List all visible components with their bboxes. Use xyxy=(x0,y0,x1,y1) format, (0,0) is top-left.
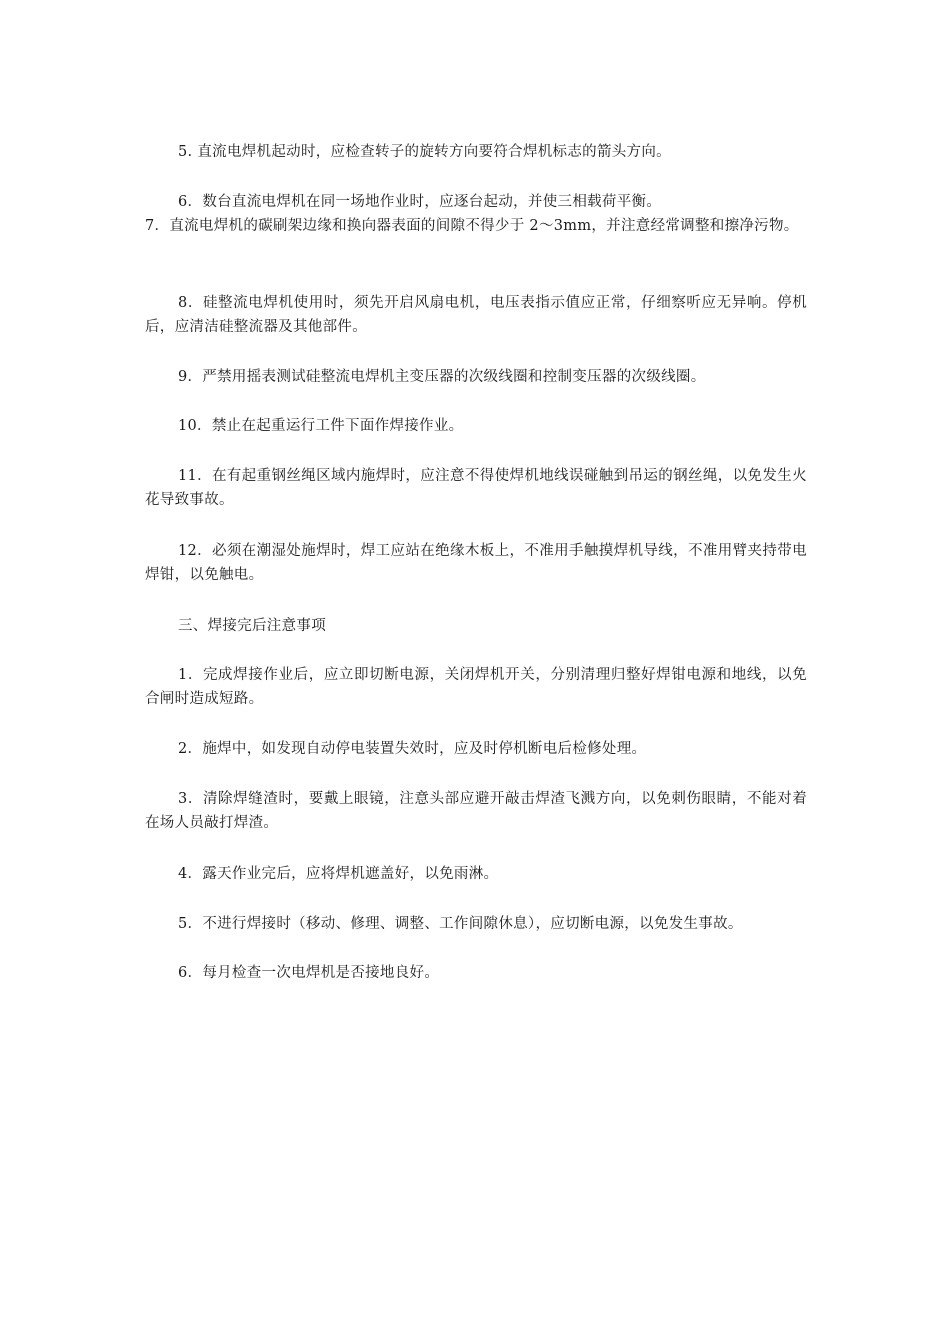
paragraph-cut-power-after-welding: 1．完成焊接作业后，应立即切断电源，关闭焊机开关，分别清理归整好焊钳电源和地线，以免合闸时造成短路。 xyxy=(145,667,807,707)
paragraph-carbon-brush-gap: 7．直流电焊机的碳刷架边缘和换向器表面的间隙不得少于 2～3mm，并注意经常调整和擦净污物。 xyxy=(145,218,799,234)
paragraph-auto-shutoff-failure: 2．施焊中，如发现自动停电装置失效时，应及时停机断电后检修处理。 xyxy=(178,741,647,757)
paragraph-dc-welder-start-direction: 5. 直流电焊机起动时，应检查转子的旋转方向要符合焊机标志的箭头方向。 xyxy=(178,144,671,160)
paragraph-multiple-welders-start: 6．数台直流电焊机在同一场地作业时，应逐台起动，并使三相载荷平衡。 xyxy=(178,194,662,210)
section-heading-after-welding: 三、焊接完后注意事项 xyxy=(178,618,326,634)
paragraph-wire-rope-area: 11．在有起重钢丝绳区域内施焊时，应注意不得使焊机地线误碰触到吊运的钢丝绳，以免发生火花导致事故。 xyxy=(145,468,807,508)
paragraph-no-welding-under-lifting: 10．禁止在起重运行工件下面作焊接作业。 xyxy=(178,418,464,434)
paragraph-silicon-rectifier-use: 8．硅整流电焊机使用时，须先开启风扇电机，电压表指示值应正常，仔细察听应无异响。停机后，应清洁硅整流器及其他部件。 xyxy=(145,295,807,335)
paragraph-monthly-grounding-check: 6．每月检查一次电焊机是否接地良好。 xyxy=(178,965,440,981)
paragraph-megger-test-prohibited: 9．严禁用摇表测试硅整流电焊机主变压器的次级线圈和控制变压器的次级线圈。 xyxy=(178,369,706,385)
paragraph-power-off-when-idle: 5．不进行焊接时（移动、修理、调整、工作间隙休息），应切断电源，以免发生事故。 xyxy=(178,916,743,932)
paragraph-slag-removal-goggles: 3．清除焊缝渣时，要戴上眼镜，注意头部应避开敲击焊渣飞溅方向，以免刺伤眼睛，不能对着在场人员敲打焊渣。 xyxy=(145,791,807,831)
paragraph-damp-area-welding: 12．必须在潮湿处施焊时，焊工应站在绝缘木板上，不准用手触摸焊机导线，不准用臂夹持带电焊钳，以免触电。 xyxy=(145,543,807,583)
paragraph-outdoor-cover: 4．露天作业完后，应将焊机遮盖好，以免雨淋。 xyxy=(178,866,499,882)
